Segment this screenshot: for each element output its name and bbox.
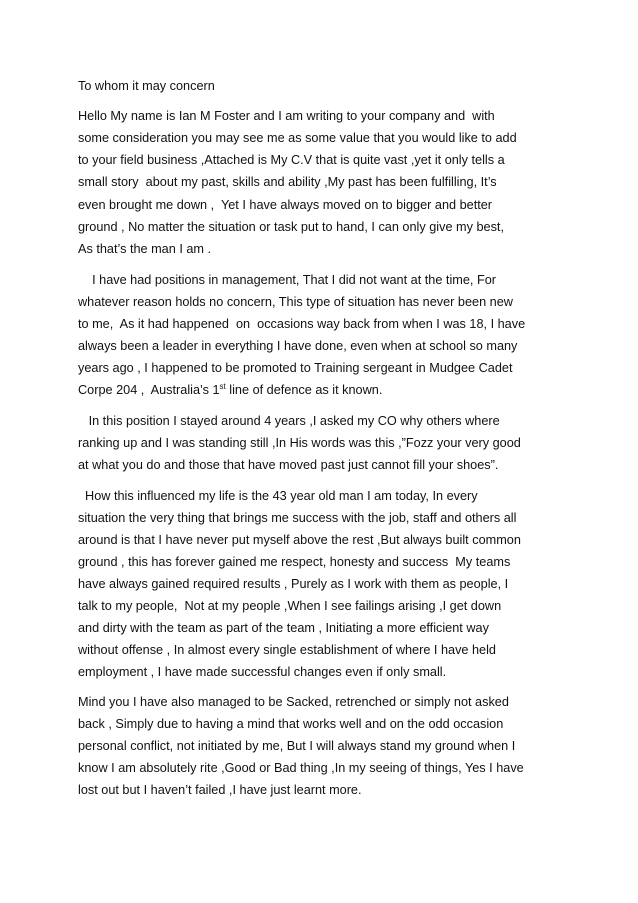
text-line: without offense , In almost every single establishment of where I have held [78, 643, 496, 657]
text-line: Hello My name is Ian M Foster and I am writing to your company and with [78, 109, 495, 123]
text-run: Corpe 204 , Australia’s 1 [78, 383, 220, 397]
text-line: lost out but I haven’t failed ,I have just learnt more. [78, 783, 362, 797]
text-line: ground , No matter the situation or task put to hand, I can only give my best, [78, 220, 504, 234]
text-line: even brought me down , Yet I have always moved on to bigger and better [78, 198, 493, 212]
text-line: and dirty with the team as part of the team , Initiating a more efficient way [78, 621, 489, 635]
text-line: years ago , I happened to be promoted to Training sergeant in Mudgee Cadet [78, 361, 513, 375]
text-line: talk to my people, Not at my people ,When I see failings arising ,I get down [78, 599, 502, 613]
text-line [78, 382, 382, 398]
text-line: always been a leader in everything I have done, even when at school so many [78, 339, 518, 353]
text-line: As that’s the man I am . [78, 242, 212, 256]
text-line: ground , this has forever gained me respect, honesty and success My teams [78, 555, 511, 569]
text-line: situation the very thing that brings me success with the job, staff and others all [78, 511, 517, 525]
text-line: know I am absolutely rite ,Good or Bad thing ,In my seeing of things, Yes I have [78, 761, 524, 775]
text-line: at what you do and those that have moved past just cannot fill your shoes”. [78, 458, 499, 472]
text-line: back , Simply due to having a mind that works well and on the odd occasion [78, 717, 504, 731]
text-line: to your field business ,Attached is My C.V that is quite vast ,yet it only tells a [78, 153, 505, 167]
salutation: To whom it may concern [78, 79, 215, 93]
text-line: personal conflict, not initiated by me, But I will always stand my ground when I [78, 739, 516, 753]
text-line: In this position I stayed around 4 years ,I asked my CO why others where [78, 414, 500, 428]
superscript: st [219, 382, 226, 391]
text-run: line of defence as it known. [225, 383, 383, 397]
text-line: How this influenced my life is the 43 year old man I am today, In every [78, 489, 478, 503]
text-line: some consideration you may see me as some value that you would like to add [78, 131, 517, 145]
text-line: Mind you I have also managed to be Sacked, retrenched or simply not asked [78, 695, 509, 709]
text-line: have always gained required results , Purely as I work with them as people, I [78, 577, 509, 591]
text-line: around is that I have never put myself above the rest ,But always built common [78, 533, 521, 547]
text-line: ranking up and I was standing still ,In His words was this ,”Fozz your very good [78, 436, 521, 450]
text-line: small story about my past, skills and ability ,My past has been fulfilling, It’s [78, 175, 497, 189]
text-line: employment , I have made successful changes even if only small. [78, 665, 447, 679]
text-line: to me, As it had happened on occasions way back from when I was 18, I have [78, 317, 526, 331]
text-line: I have had positions in management, That I did not want at the time, For [78, 273, 496, 287]
text-line: whatever reason holds no concern, This type of situation has never been new [78, 295, 513, 309]
